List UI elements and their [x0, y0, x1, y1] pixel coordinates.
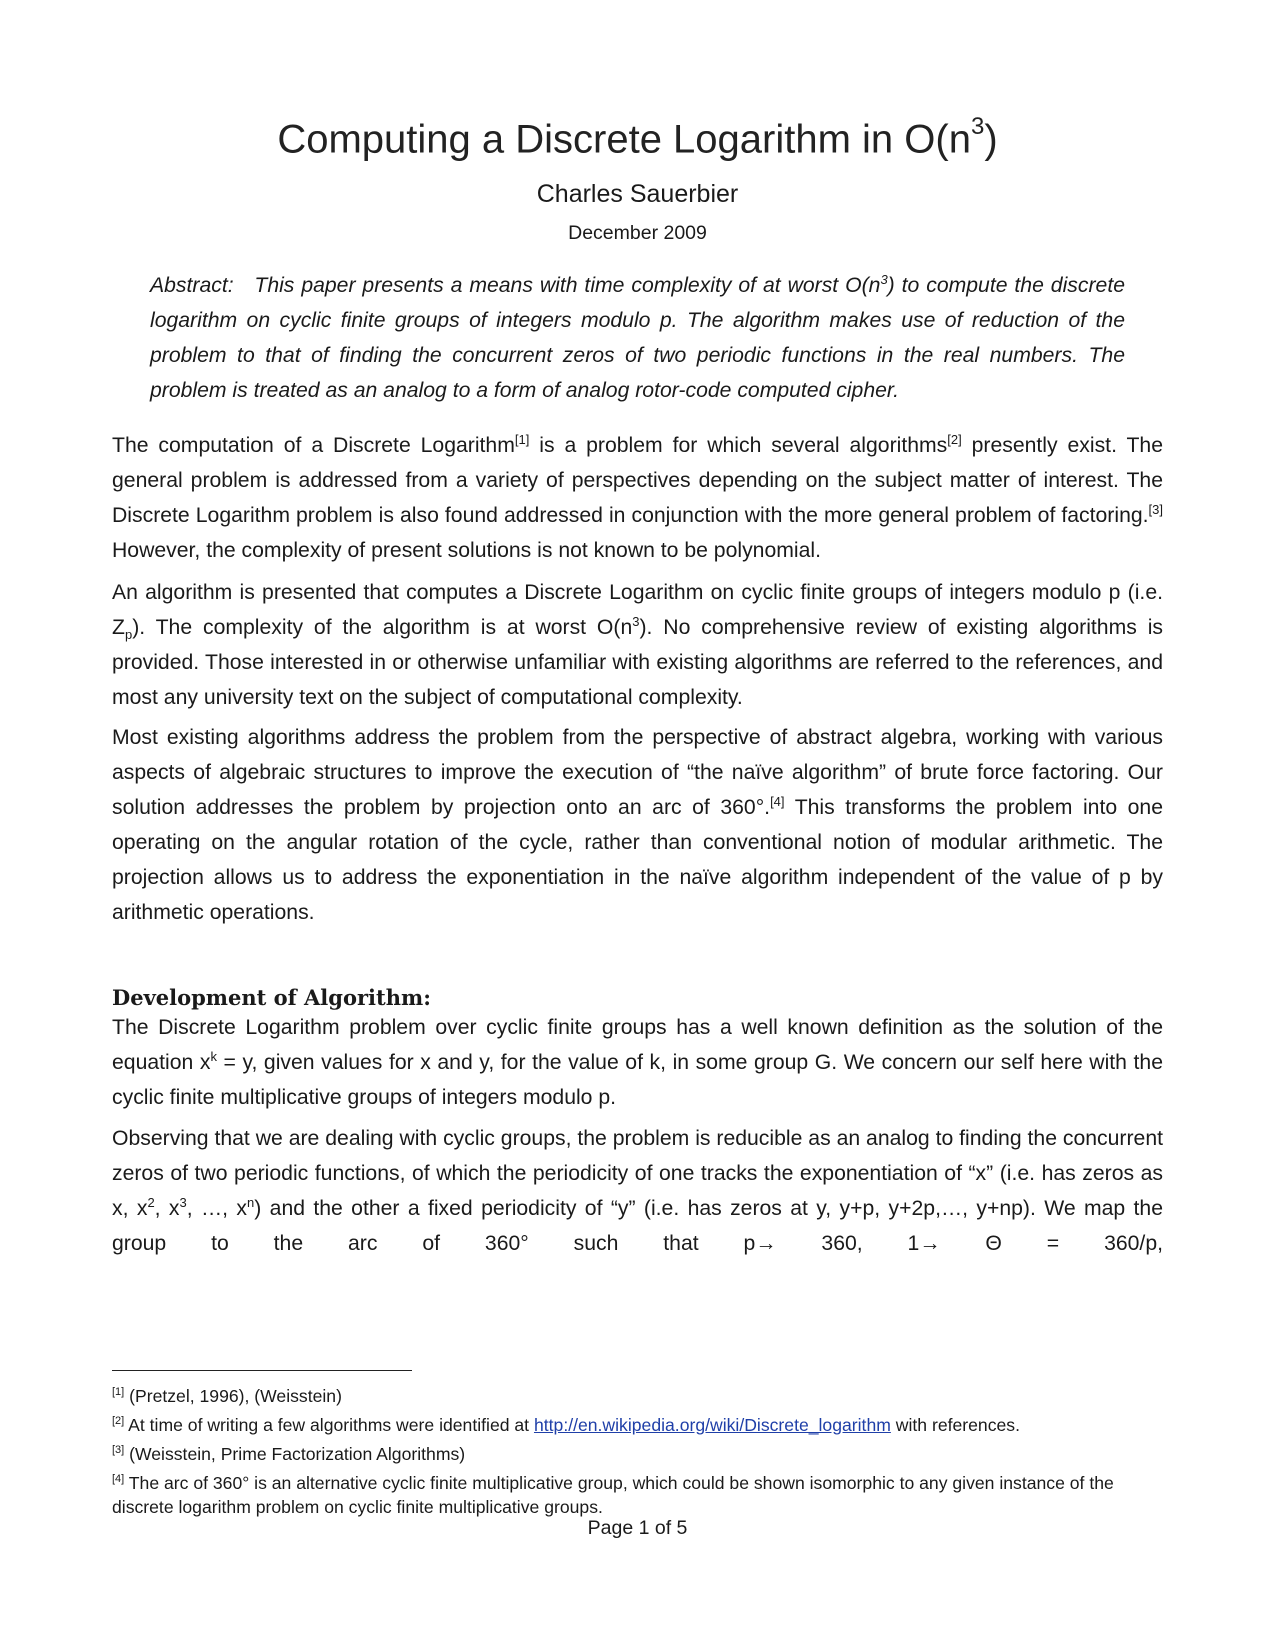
paragraph-2: An algorithm is presented that computes a Discrete Logarithm on cyclic finite groups of integers modulo p (i.e. $Z_p$). The complexity of the algorithm is at worst $O(n^3)$. No comprehensive review of existing algorithms is provided. Those interested in or otherwise unfamiliar with existing algorithms are referred to the references, and most any university text on the subject of computational complexity. — [112, 581, 1163, 709]
footnote-4: [4] The arc of 360° is an alternative cyclic finite multiplicative group, which could be shown isomorphic to any given instance of the discrete logarithm problem on cyclic finite multiplicative groups. — [112, 1472, 1114, 1518]
abstract-label: Abstract: — [150, 274, 234, 298]
author-name: Charles Sauerbier — [536, 180, 739, 208]
footnote-ref-4[interactable]: [4] — [770, 793, 785, 809]
footnote-ref-3[interactable]: [3] — [1148, 501, 1163, 517]
paragraph-3: Most existing algorithms address the problem from the perspective of abstract algebra, working with various aspects of algebraic structures to improve the execution of “the naïve algorithm” of brute force factoring. Our solution addresses the problem by projection onto an arc of 360°.[4] This transforms the problem into one operating on the angular rotation of the cycle, rather than conventional notion of modular arithmetic. The projection allows us to address the exponentiation in the naïve algorithm independent of the value of p by arithmetic operations. — [112, 726, 1164, 924]
footnote-divider — [112, 1370, 412, 1371]
paragraph-1: The computation of a Discrete Logarithm[1] is a problem for which several algorithms[2] presently exist. The general problem is addressed from a variety of perspectives depending on the subject matter of interest. The Discrete Logarithm problem is also found addressed in conjunction with the more general problem of factoring.[3] However, the complexity of present solutions is not known to be polynomial. — [112, 431, 1163, 562]
page-number: Page 1 of 5 — [587, 1517, 688, 1539]
footnotes — [112, 1380, 1163, 1520]
paper-title: Computing a Discrete Logarithm in $O(n^3)$ — [277, 113, 998, 162]
publication-date: December 2009 — [568, 222, 707, 244]
title-exponent: 3 — [970, 113, 985, 140]
wikipedia-link[interactable]: http://en.wikipedia.org/wiki/Discrete_logarithm — [533, 1414, 891, 1435]
footnote-ref-1[interactable]: [1] — [514, 431, 530, 447]
paragraph-4: The Discrete Logarithm problem over cyclic finite groups has a well known definition as the solution of the equation $x^k = y$, given values for x and y, for the value of k, in some group G. We concern our self here with the cyclic finite multiplicative groups of integers modulo p. — [112, 1016, 1163, 1109]
footnote-2: [2] At time of writing a few algorithms were identified at http://en.wikipedia.org/wiki/Discrete_logarithm with references. — [112, 1414, 1020, 1435]
footnote-ref-2[interactable]: [2] — [947, 431, 962, 447]
section-heading: Development of Algorithm: — [112, 985, 431, 1010]
footnote-3: [3] (Weisstein, Prime Factorization Algorithms) — [112, 1443, 466, 1464]
abstract: Abstract: This paper presents a means with time complexity of at worst $O(n^3)$ to compute the discrete logarithm on cyclic finite groups of integers modulo p. The algorithm makes use of reduction of the problem to that of finding the concurrent zeros of two periodic functions in the real numbers. The problem is treated as an analog to a form of analog rotor-code computed cipher. — [150, 272, 1125, 403]
paragraph-5: Observing that we are dealing with cyclic groups, the problem is reducible as an analog to finding the concurrent zeros of two periodic functions, of which the periodicity of one tracks the exponentiation of “x” (i.e. has zeros as x, $x^2$, $x^3$, …, $x^n$) and the other a fixed periodicity of “y” (i.e. has zeros at y, y+p, y+2p,…, y+np). We map the group to the arc of 360° such that p→ 360, 1→ Θ = 360/p, — [112, 1127, 1163, 1255]
footnote-1: [1] (Pretzel, 1996), (Weisstein) — [112, 1385, 342, 1406]
